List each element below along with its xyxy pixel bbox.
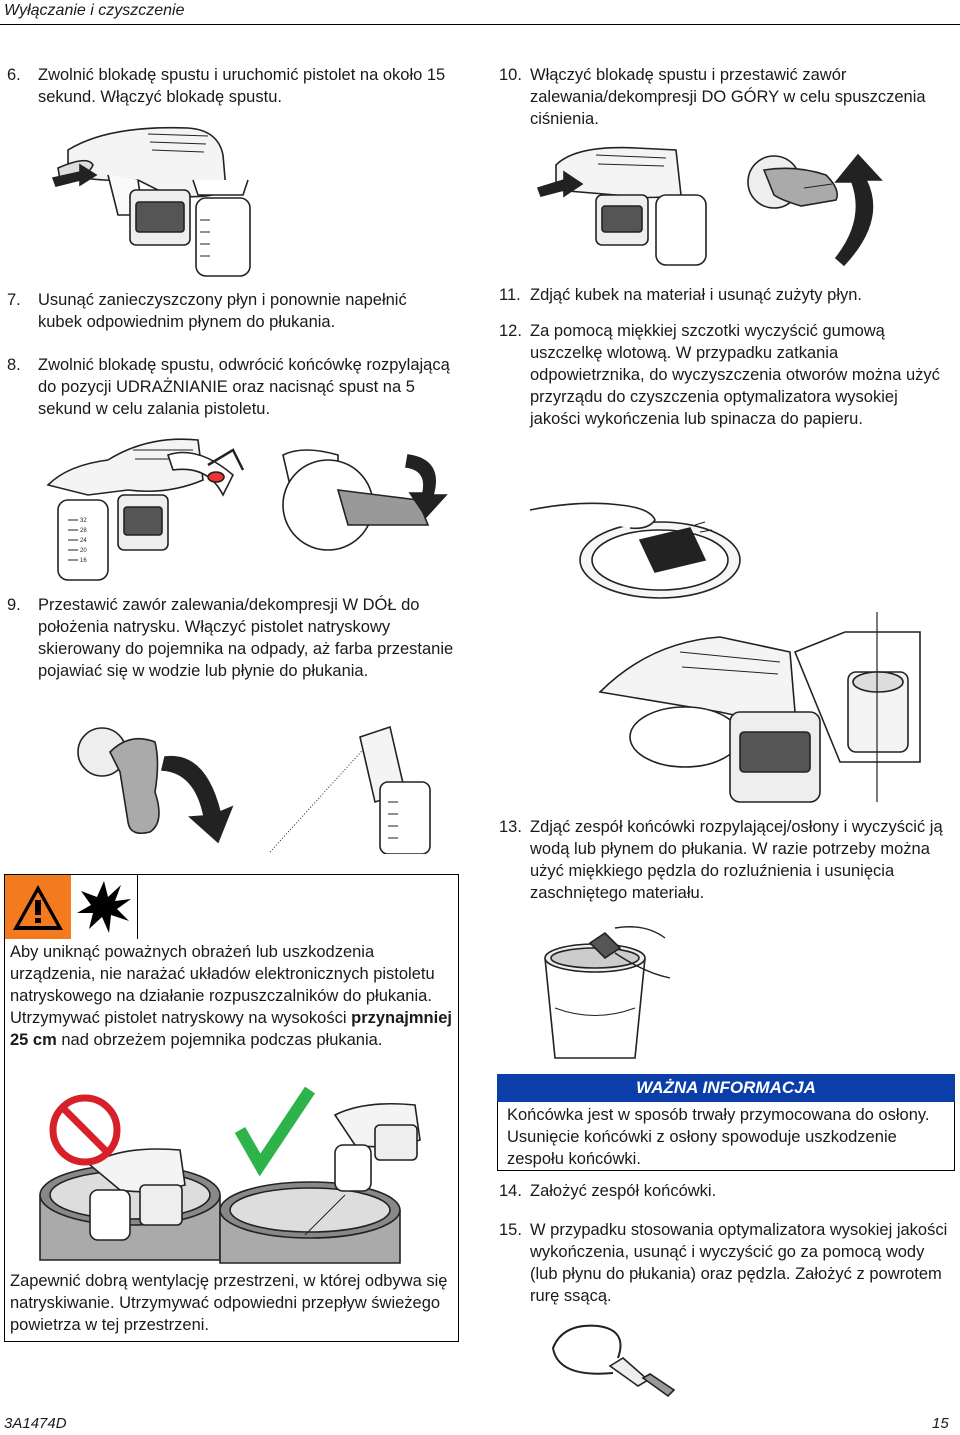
step-number: 10. — [499, 66, 522, 84]
figure-tip-reverse-unclog — [38, 425, 478, 585]
warning-text — [10, 941, 455, 1051]
cup-mark: 16 — [80, 558, 87, 564]
step-6 — [7, 64, 452, 108]
figure-incorrect-flush — [30, 1085, 240, 1265]
section-title: Wyłączanie i czyszczenie — [4, 2, 185, 19]
step-number: 14. — [499, 1182, 522, 1200]
figure-correct-flush — [215, 1085, 445, 1265]
step-text: Za pomocą miękkiej szczotki wyczyścić gumową uszczelkę wlotową. W przypadku zatkania odpowietrznika, do wyczyszczenia otworów można użyć przyrządu do czyszczenia optymalizatora wysokiej jakości wykończenia lub spinacza do papieru. — [530, 322, 940, 428]
step-number: 6. — [7, 66, 21, 84]
cup-mark: 28 — [80, 528, 87, 534]
step-13 — [499, 816, 954, 904]
step-text: Przestawić zawór zalewania/dekompresji W DÓŁ do położenia natrysku. Włączyć pistolet natryskowy skierowany do pojemnika na odpady, aż farba przestanie pojawiać się w wodzie lub płynie do płukania. — [38, 596, 454, 680]
step-text: Zdjąć kubek na materiał i usunąć zużyty płyn. — [530, 286, 862, 304]
step-text: W przypadku stosowania optymalizatora wysokiej jakości wykończenia, usunąć i wyczyścić go za pomocą wody (lub płynu do płukania) oraz pędzla. Założyć z powrotem rurę ssącą. — [530, 1221, 948, 1305]
step-number: 9. — [7, 596, 21, 614]
step-text: Założyć zespół końcówki. — [530, 1182, 717, 1200]
step-14 — [499, 1180, 949, 1202]
figure-prime-valve-up — [536, 140, 896, 270]
warning-text-part1: Aby uniknąć poważnych obrażeń lub uszkodzenia urządzenia, nie narażać układów elektronicznych pistoletu natryskowego na działanie rozpuszczalników do płukania. Utrzymywać pistolet natryskowy na wysokości — [10, 943, 435, 1027]
step-number: 13. — [499, 818, 522, 836]
document-number: 3A1474D — [4, 1415, 67, 1432]
step-number: 11. — [499, 286, 521, 304]
figure-suction-tube — [548, 1318, 678, 1403]
cup-mark: 32 — [80, 518, 87, 524]
figure-rinse-tip — [535, 918, 675, 1068]
step-text: Zwolnić blokadę spustu i uruchomić pistolet na około 15 sekund. Włączyć blokadę spustu. — [38, 66, 446, 106]
figure-prime-valve-down-spray — [70, 712, 450, 854]
cup-mark: 20 — [80, 548, 87, 554]
figure-trigger-lock-release — [48, 120, 288, 280]
step-15 — [499, 1219, 949, 1307]
step-text: Zdjąć zespół końcówki rozpylającej/osłony i wyczyścić ją wodą lub płynem do płukania. W razie potrzeby można użyć miękkiego pędzla do rozluźnienia i usunięcia zaschniętego materiału. — [530, 818, 943, 902]
step-text: Usunąć zanieczyszczony płyn i ponownie napełnić kubek odpowiednim płynem do płukania. — [38, 291, 407, 331]
warning-icon-bar — [4, 874, 459, 939]
step-7 — [7, 289, 452, 333]
header-rule — [0, 24, 960, 25]
step-11 — [499, 284, 949, 306]
warning-triangle-icon — [5, 875, 71, 939]
step-number: 7. — [7, 291, 21, 309]
figure-gun-vent-clean — [590, 612, 950, 812]
explosion-icon — [71, 875, 138, 939]
step-12 — [499, 320, 949, 430]
step-10 — [499, 64, 949, 130]
warning-text-bold: przynajmniej 25 cm — [10, 1009, 452, 1049]
figure-brush-gasket — [530, 470, 750, 605]
step-text: Zwolnić blokadę spustu, odwrócić końcówkę rozpylającą do pozycji UDRAŻNIANIE oraz nacisnąć spust na 5 sekund w celu zalania pistoletu. — [38, 356, 450, 418]
important-info-text: Końcówka jest w sposób trwały przymocowana do osłony. Usunięcie końcówki z osłony spowoduje uszkodzenie zespołu końcówki. — [507, 1106, 930, 1168]
step-number: 15. — [499, 1221, 522, 1239]
page-number: 15 — [932, 1415, 949, 1432]
ventilation-text: Zapewnić dobrą wentylację przestrzeni, w której odbywa się natryskiwanie. Utrzymywać odpowiedni przepływ świeżego powietrza w tej przestrzeni. — [10, 1272, 448, 1334]
cup-mark: 24 — [80, 538, 87, 544]
step-text: Włączyć blokadę spustu i przestawić zawór zalewania/dekompresji DO GÓRY w celu spuszczenia ciśnienia. — [530, 66, 926, 128]
warning-text-part2: nad obrzeżem pojemnika podczas płukania. — [56, 1031, 383, 1049]
step-number: 12. — [499, 322, 522, 340]
step-number: 8. — [7, 356, 21, 374]
step-8 — [7, 354, 467, 420]
step-9 — [7, 594, 467, 682]
important-info-title: WAŻNA INFORMACJA — [497, 1074, 955, 1102]
